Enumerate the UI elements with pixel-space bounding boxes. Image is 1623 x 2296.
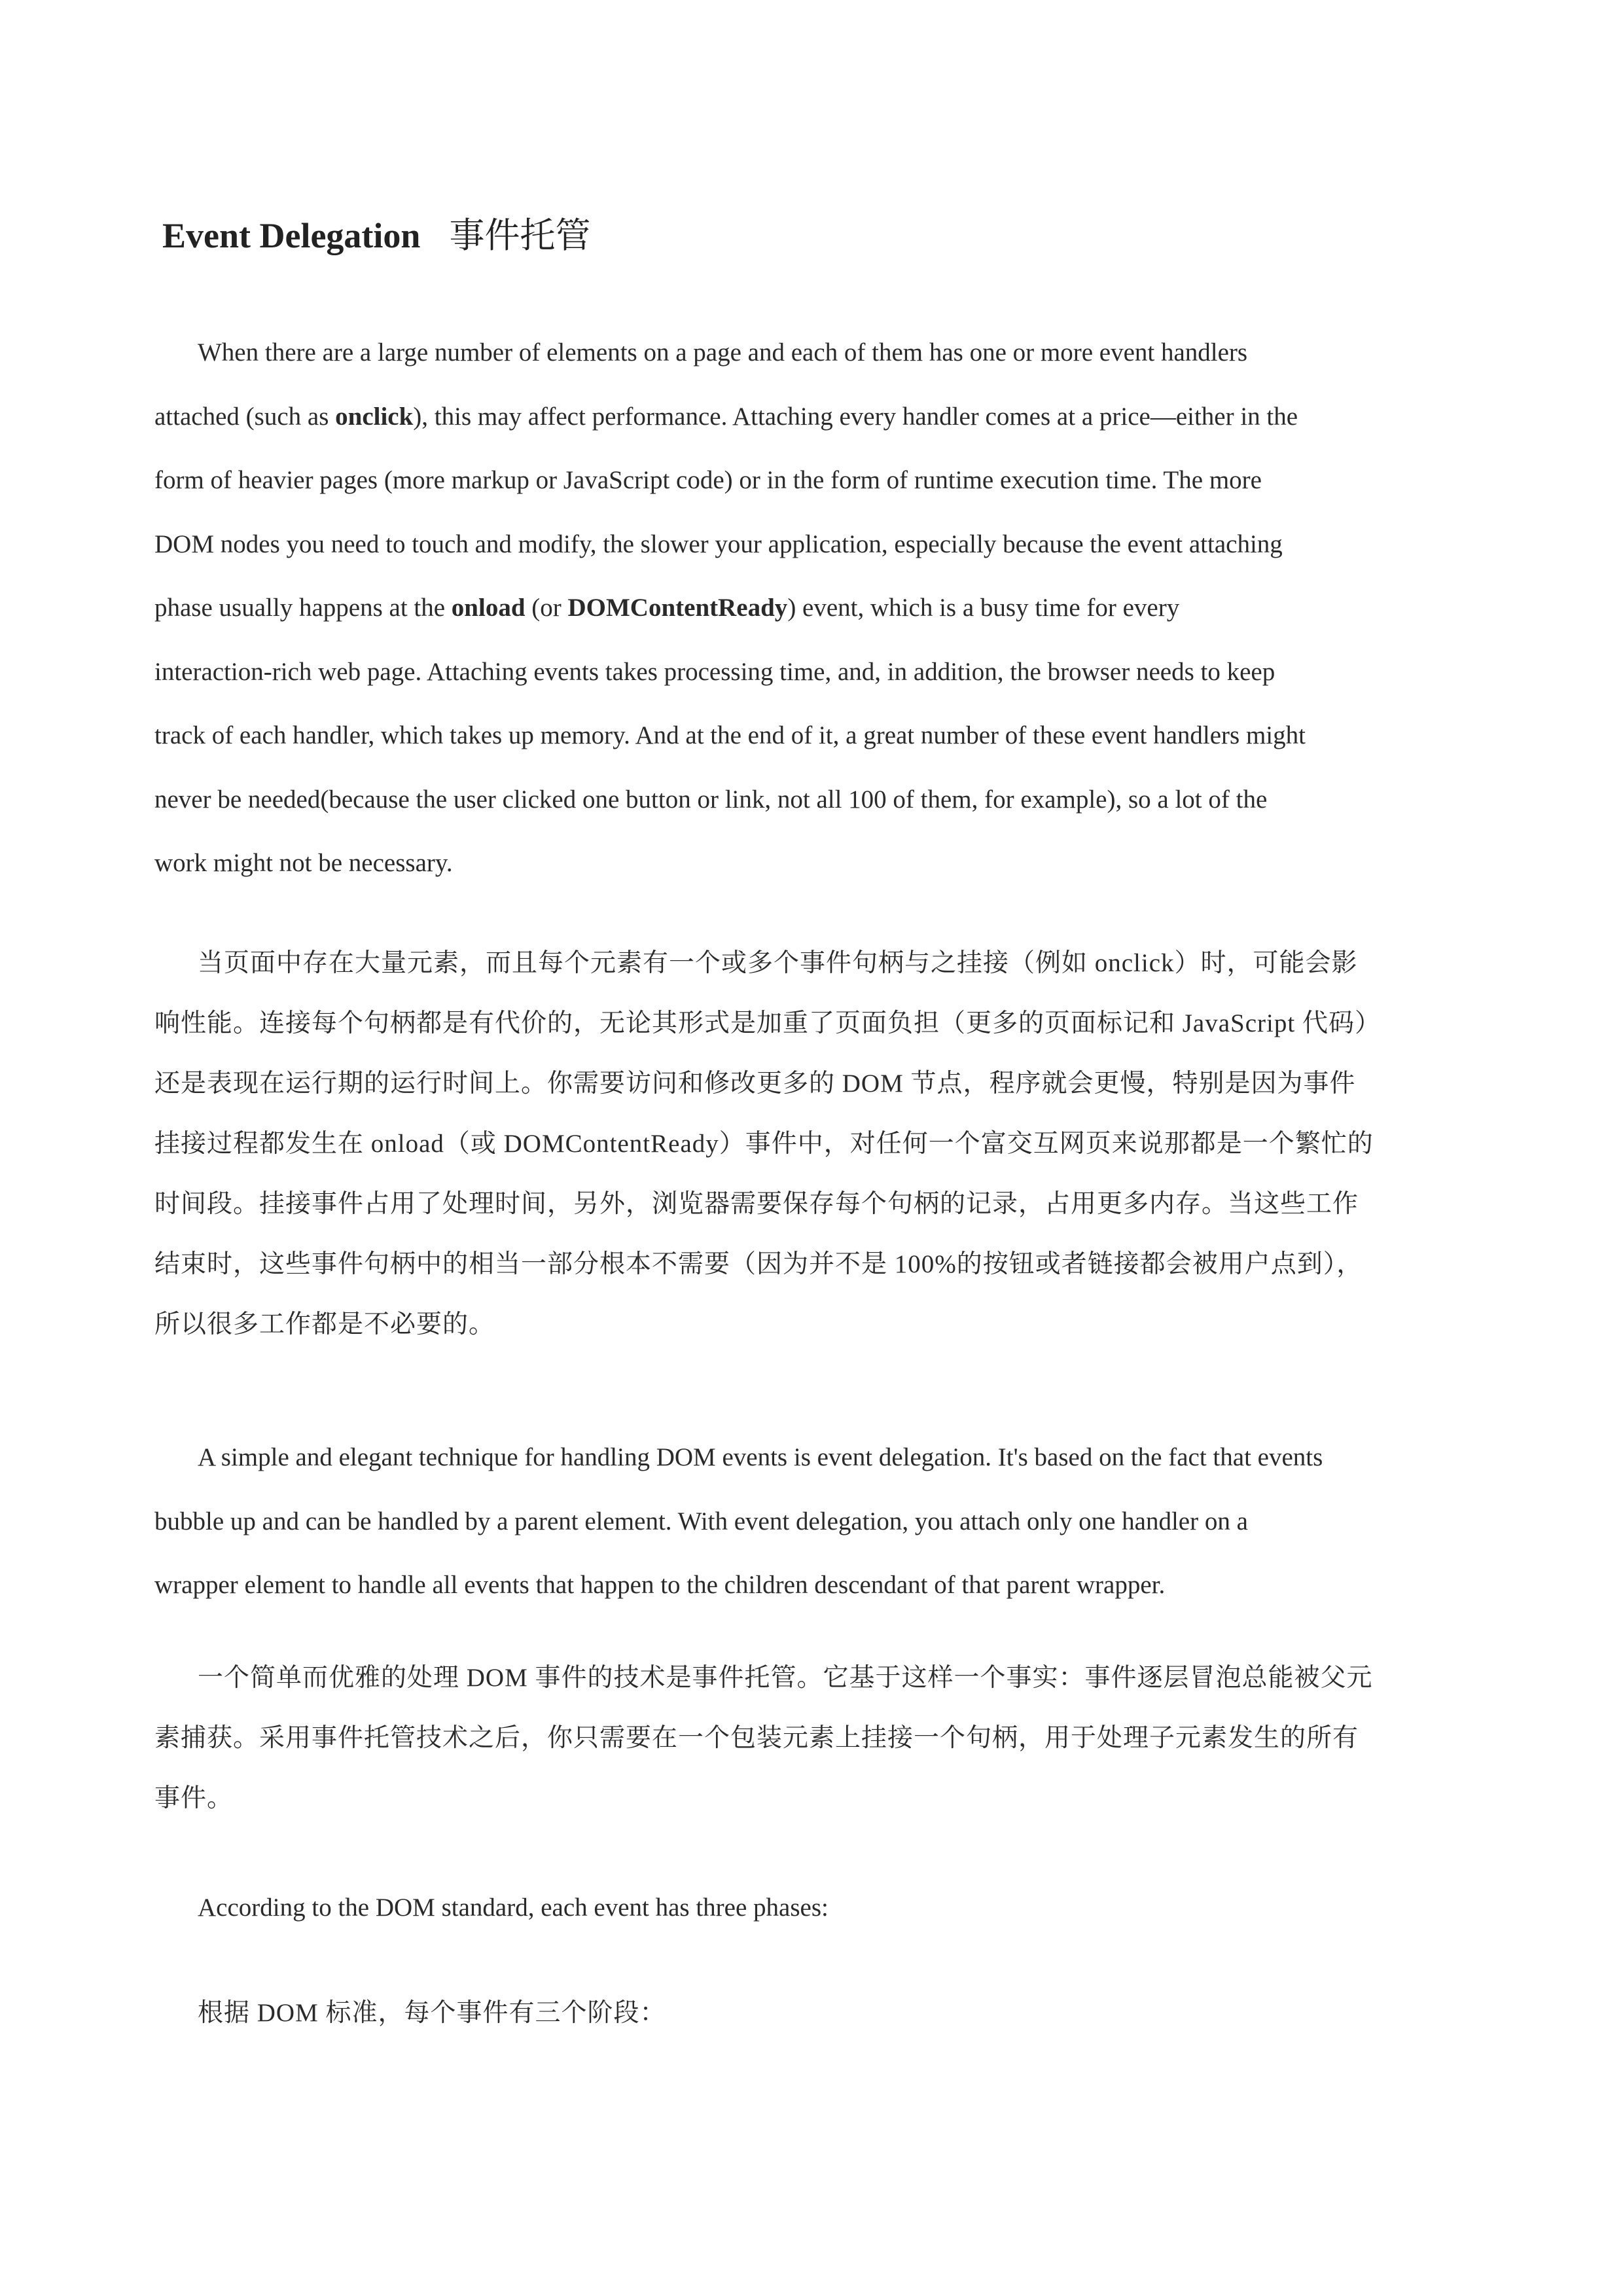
paragraph-phases-zh <box>154 1983 1476 2043</box>
text-run: never be needed(because the user clicked one button or link, not all 100 of them, for example), so a lot of the <box>154 785 1268 814</box>
paragraph-phases-en <box>154 1876 1476 1940</box>
paragraph-line <box>154 704 1476 768</box>
text-run: form of heavier pages (more markup or JavaScript code) or in the form of runtime execution time. The more <box>154 466 1262 494</box>
paragraph-performance-zh <box>154 933 1476 1355</box>
paragraph-line <box>154 831 1476 895</box>
paragraph-line: 素捕获。采用事件托管技术之后，你只需要在一个包装元素上挂接一个句柄，用于处理子元素发生的所有 <box>154 1724 1359 1752</box>
text-run: When there are a large number of elements on a page and each of them has one or more event handlers <box>198 338 1248 367</box>
text-run: interaction-rich web page. Attaching events takes processing time, and, in addition, the browser needs to keep <box>154 657 1275 686</box>
paragraph-line <box>154 576 1476 640</box>
paragraph-line: 当页面中存在大量元素，而且每个元素有一个或多个事件句柄与之挂接（例如 onclick）时，可能会影 <box>198 949 1358 977</box>
paragraph-line: 根据 DOM 标准，每个事件有三个阶段： <box>198 1999 666 2027</box>
paragraph-line <box>154 768 1476 832</box>
title-chinese: 事件托管 <box>449 216 591 255</box>
paragraph-line <box>154 512 1476 577</box>
paragraph-line <box>154 385 1476 449</box>
paragraph-line: 还是表现在运行期的运行时间上。你需要访问和修改更多的 DOM 节点，程序就会更慢，特别是因为事件 <box>154 1069 1356 1098</box>
paragraph-line: bubble up and can be handled by a parent element. With event delegation, you attach only one handler on a <box>154 1507 1248 1535</box>
code-term-onload: onload <box>451 594 526 622</box>
paragraph-line: 挂接过程都发生在 onload（或 DOMContentReady）事件中，对任何一个富交互网页来说那都是一个繁忙的 <box>154 1130 1374 1158</box>
text-run: (or <box>525 594 568 622</box>
paragraph-line: 所以很多工作都是不必要的。 <box>154 1310 495 1338</box>
paragraph-line: According to the DOM standard, each event has three phases: <box>198 1893 829 1922</box>
text-run: track of each handler, which takes up memory. And at the end of it, a great number of these event handlers might <box>154 721 1306 749</box>
page-title <box>162 209 590 262</box>
text-run: work might not be necessary. <box>154 849 453 877</box>
paragraph-line <box>154 448 1476 512</box>
text-run: ) event, which is a busy time for every <box>787 594 1180 622</box>
paragraph-line: 事件。 <box>154 1784 234 1812</box>
paragraph-delegation-zh <box>154 1648 1476 1829</box>
paragraph-line: 一个简单而优雅的处理 DOM 事件的技术是事件托管。它基于这样一个事实：事件逐层冒泡总能被父元 <box>198 1664 1373 1692</box>
title-english: Event Delegation <box>162 216 421 255</box>
paragraph-performance-en <box>154 321 1476 895</box>
text-run: phase usually happens at the <box>154 594 452 622</box>
text-run: ), this may affect performance. Attaching every handler comes at a price—either in the <box>413 402 1298 431</box>
code-term-domcontentready: DOMContentReady <box>567 594 788 622</box>
code-term-onclick: onclick <box>335 402 414 431</box>
paragraph-line: 时间段。挂接事件占用了处理时间，另外，浏览器需要保存每个句柄的记录，占用更多内存。当这些工作 <box>154 1190 1359 1218</box>
paragraph-line: A simple and elegant technique for handling DOM events is event delegation. It's based on the fact that events <box>198 1443 1323 1471</box>
paragraph-line: 结束时，这些事件句柄中的相当一部分根本不需要（因为并不是 100%的按钮或者链接都会被用户点到）， <box>154 1250 1363 1278</box>
paragraph-line <box>154 321 1476 385</box>
text-run: attached (such as <box>154 402 336 431</box>
text-run: DOM nodes you need to touch and modify, the slower your application, especially because the event attaching <box>154 529 1283 558</box>
paragraph-delegation-en <box>154 1426 1476 1617</box>
paragraph-line <box>154 640 1476 704</box>
paragraph-line: wrapper element to handle all events that happen to the children descendant of that parent wrapper. <box>154 1571 1166 1599</box>
paragraph-line: 响性能。连接每个句柄都是有代价的，无论其形式是加重了页面负担（更多的页面标记和 JavaScript 代码） <box>154 1009 1381 1037</box>
